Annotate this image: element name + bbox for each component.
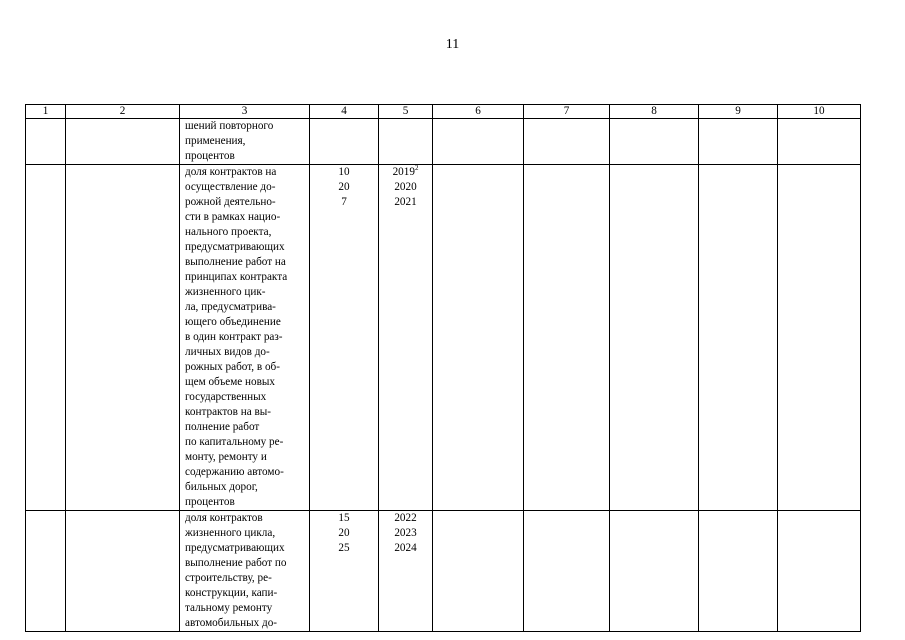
indicator-text-line: государственных [185,391,267,403]
indicator-text-line: выполнение работ на [185,256,286,268]
year-value [379,541,432,556]
table-cell [778,119,861,165]
indicator-text-line: жизненного цик- [185,286,266,298]
indicator-text-line: по капитальному ре- [185,436,284,448]
header-cell: 5 [379,105,433,119]
table-cell [26,165,66,511]
indicator-text-line: монту, ремонту и [185,451,267,463]
indicator-text-line: применения, [185,135,246,147]
table-cell [524,165,610,511]
year-text: 2019 [392,166,415,178]
indicator-text-line: бильных дорог, [185,481,258,493]
header-cell: 9 [699,105,778,119]
header-cell: 3 [180,105,310,119]
value-cell [310,511,379,632]
header-cell: 10 [778,105,861,119]
table-cell [433,119,524,165]
indicator-text-line: принципах контракта [185,271,288,283]
indicator-text-line: автомобильных до- [185,617,278,629]
indicator-text-line: жизненного цикла, [185,527,276,539]
indicator-text-line: сти в рамках нацио- [185,211,281,223]
page-number: 11 [445,37,460,52]
year-value [379,195,432,210]
table-cell [610,511,699,632]
year-text: 2021 [394,196,417,208]
table-cell [699,119,778,165]
year-value [379,180,432,195]
table-row [26,165,861,511]
indicator-text-line: полнение работ [185,421,260,433]
table-cell [433,165,524,511]
table-cell [610,165,699,511]
indicator-text-line: доля контрактов на [185,166,277,178]
target-value: 10 [338,166,350,178]
table-cell [699,165,778,511]
target-value: 15 [338,512,350,524]
indicator-text-line: нального проекта, [185,226,272,238]
table-row [26,119,861,165]
indicator-name-cell [180,119,310,165]
year-cell [379,165,433,511]
year-cell [379,119,433,165]
table-cell [66,165,180,511]
indicator-text-line: ющего объединение [185,316,281,328]
indicator-text-line: рожных работ, в об- [185,361,280,373]
year-value [379,526,432,541]
indicator-text-line: строительству, ре- [185,572,272,584]
indicator-text-line: содержанию автомо- [185,466,284,478]
target-value: 25 [338,542,350,554]
table-cell [524,119,610,165]
indicator-text-line: ла, предусматрива- [185,301,276,313]
year-cell [379,511,433,632]
year-text: 2024 [394,542,417,554]
indicator-text-line: шений повторного [185,120,274,132]
year-text: 2022 [394,512,417,524]
indicator-text-line: щем объеме новых [185,376,276,388]
header-cell: 4 [310,105,379,119]
header-cell: 8 [610,105,699,119]
value-cell [310,119,379,165]
target-value: 20 [338,181,350,193]
header-cell: 1 [26,105,66,119]
year-value [379,165,432,180]
indicator-text-line: осуществление до- [185,181,276,193]
year-text: 2023 [394,527,417,539]
footnote-marker: 2 [414,164,419,172]
header-cell: 6 [433,105,524,119]
target-value: 20 [338,527,350,539]
table-cell [26,511,66,632]
indicator-text-line: в один контракт раз- [185,331,283,343]
year-text: 2020 [394,181,417,193]
indicator-text-line: тальному ремонту [185,602,273,614]
table-cell [524,511,610,632]
table-cell [433,511,524,632]
indicator-text-line: предусматривающих [185,241,285,253]
indicator-text-line: конструкции, капи- [185,587,278,599]
table-cell [26,119,66,165]
indicator-text-line: выполнение работ по [185,557,287,569]
table-cell [778,511,861,632]
indicator-name-cell [180,165,310,511]
header-cell: 2 [66,105,180,119]
table-cell [778,165,861,511]
year-value [379,511,432,526]
table-cell [66,511,180,632]
indicator-text-line: предусматривающих [185,542,285,554]
indicator-name-cell [180,511,310,632]
indicator-text-line: доля контрактов [185,512,263,524]
value-cell [310,165,379,511]
indicator-text-line: процентов [185,496,235,508]
header-cell: 7 [524,105,610,119]
indicator-text-line: контрактов на вы- [185,406,272,418]
indicator-text-line: личных видов до- [185,346,270,358]
table-cell [699,511,778,632]
table-cell [66,119,180,165]
header-row [26,105,861,119]
indicator-text-line: процентов [185,150,235,162]
indicator-text-line: рожной деятельно- [185,196,276,208]
indicators-table [25,104,861,632]
target-value: 7 [341,196,347,208]
table-row [26,511,861,632]
table-cell [610,119,699,165]
